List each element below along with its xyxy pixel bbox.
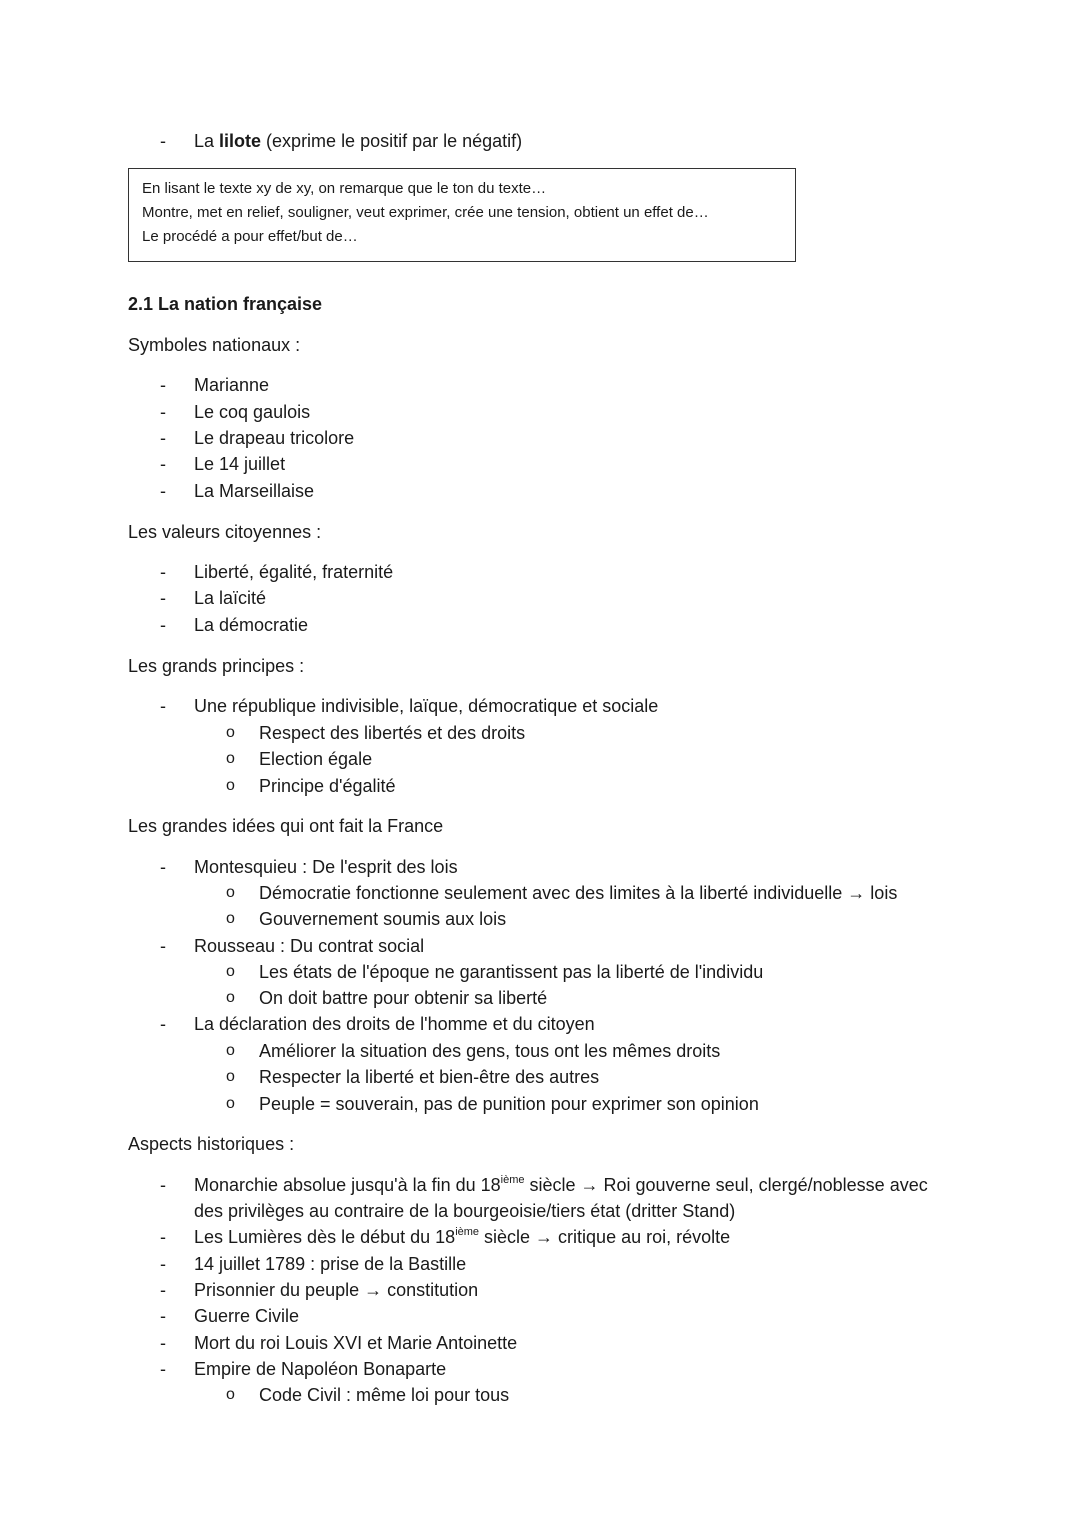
list-item: Le drapeau tricolore (194, 428, 355, 448)
bullet-dash: - (160, 1306, 166, 1326)
box-line: Le procédé a pour effet/but de… (142, 228, 358, 245)
list-item: Empire de Napoléon Bonaparte (194, 1359, 447, 1379)
bullet-dash: - (160, 936, 166, 956)
phrases-box (128, 168, 796, 262)
bullet-dash: - (160, 1014, 166, 1034)
idees-label: Les grandes idées qui ont fait la France (128, 816, 444, 836)
sub-item: Gouvernement soumis aux lois (259, 909, 507, 929)
bullet-dash: - (160, 1359, 166, 1379)
list-item: La déclaration des droits de l'homme et du citoyen (194, 1014, 595, 1034)
symboles-label: Symboles nationaux : (128, 335, 301, 355)
list-item: Liberté, égalité, fraternité (194, 562, 394, 582)
list-item: Guerre Civile (194, 1306, 300, 1326)
bullet-circle: o (226, 1068, 235, 1085)
list-item-continuation: des privilèges au contraire de la bourgeoisie/tiers état (dritter Stand) (194, 1201, 736, 1221)
bullet-dash: - (160, 588, 166, 608)
list-item: 14 juillet 1789 : prise de la Bastille (194, 1254, 467, 1274)
bullet-circle: o (226, 989, 235, 1006)
list-item: Mort du roi Louis XVI et Marie Antoinette (194, 1333, 518, 1353)
bullet-dash: - (160, 1227, 166, 1247)
sub-item: Améliorer la situation des gens, tous ont les mêmes droits (259, 1041, 721, 1061)
section-title: 2.1 La nation française (128, 294, 323, 314)
box-line: En lisant le texte xy de xy, on remarque que le ton du texte… (142, 180, 547, 197)
sub-item: Les états de l'époque ne garantissent pas la liberté de l'individu (259, 962, 764, 982)
bullet-dash: - (160, 562, 166, 582)
list-item (194, 1226, 730, 1248)
list-item (194, 1174, 928, 1196)
historiques-label: Aspects historiques : (128, 1134, 295, 1154)
bullet-circle: o (226, 884, 235, 901)
lumieres-text-b: siècle → critique au roi, révolte (479, 1227, 731, 1247)
bullet-dash: - (160, 1254, 166, 1274)
principes-label: Les grands principes : (128, 656, 305, 676)
list-item: La laïcité (194, 588, 267, 608)
bullet-circle: o (226, 910, 235, 927)
sub-item: Respect des libertés et des droits (259, 723, 526, 743)
bullet-circle: o (226, 1386, 235, 1403)
bullet-circle: o (226, 963, 235, 980)
list-item: Prisonnier du peuple → constitution (194, 1280, 479, 1300)
bullet-dash: - (160, 696, 166, 716)
bullet-circle: o (226, 777, 235, 794)
monarchie-sup: ième (500, 1174, 525, 1186)
bullet-dash: - (160, 1280, 166, 1300)
bullet-circle: o (226, 1042, 235, 1059)
lilote-line (194, 130, 522, 152)
bullet-dash: - (160, 1333, 166, 1353)
bullet-circle: o (226, 750, 235, 767)
sub-item: Peuple = souverain, pas de punition pour exprimer son opinion (259, 1094, 759, 1114)
lumieres-sup: ième (455, 1226, 480, 1238)
sub-item: Respecter la liberté et bien-être des autres (259, 1067, 600, 1087)
list-item: La démocratie (194, 615, 309, 635)
bullet-dash: - (160, 857, 166, 877)
bullet-circle: o (226, 724, 235, 741)
list-item: La Marseillaise (194, 481, 315, 501)
sub-item: Code Civil : même loi pour tous (259, 1385, 510, 1405)
bullet-dash: - (160, 481, 166, 501)
lilote-term: lilote (219, 131, 262, 151)
bullet-dash: - (160, 428, 166, 448)
valeurs-label: Les valeurs citoyennes : (128, 522, 322, 542)
box-line: Montre, met en relief, souligner, veut exprimer, crée une tension, obtient un effet de… (142, 204, 709, 221)
monarchie-text-a: Monarchie absolue jusqu'à la fin du 18 (194, 1175, 501, 1195)
list-item: Une république indivisible, laïque, démocratique et sociale (194, 696, 659, 716)
list-item: Le 14 juillet (194, 454, 286, 474)
lumieres-text-a: Les Lumières dès le début du 18 (194, 1227, 456, 1247)
sub-item: Démocratie fonctionne seulement avec des limites à la liberté individuelle → lois (259, 883, 898, 903)
bullet-dash: - (160, 1175, 166, 1195)
lilote-prefix: La (194, 131, 220, 151)
bullet-dash: - (160, 402, 166, 422)
lilote-rest: (exprime le positif par le négatif) (261, 131, 523, 151)
bullet-dash: - (160, 375, 166, 395)
sub-item: Principe d'égalité (259, 776, 396, 796)
bullet-dash: - (160, 454, 166, 474)
list-item: Le coq gaulois (194, 402, 311, 422)
bullet-circle: o (226, 1095, 235, 1112)
list-item: Rousseau : Du contrat social (194, 936, 425, 956)
bullet-dash: - (160, 615, 166, 635)
sub-item: Election égale (259, 749, 373, 769)
monarchie-text-b: siècle → Roi gouverne seul, clergé/noblesse avec (524, 1175, 928, 1195)
bullet-dash: - (160, 131, 166, 151)
list-item: Montesquieu : De l'esprit des lois (194, 857, 458, 877)
list-item: Marianne (194, 375, 270, 395)
sub-item: On doit battre pour obtenir sa liberté (259, 988, 548, 1008)
